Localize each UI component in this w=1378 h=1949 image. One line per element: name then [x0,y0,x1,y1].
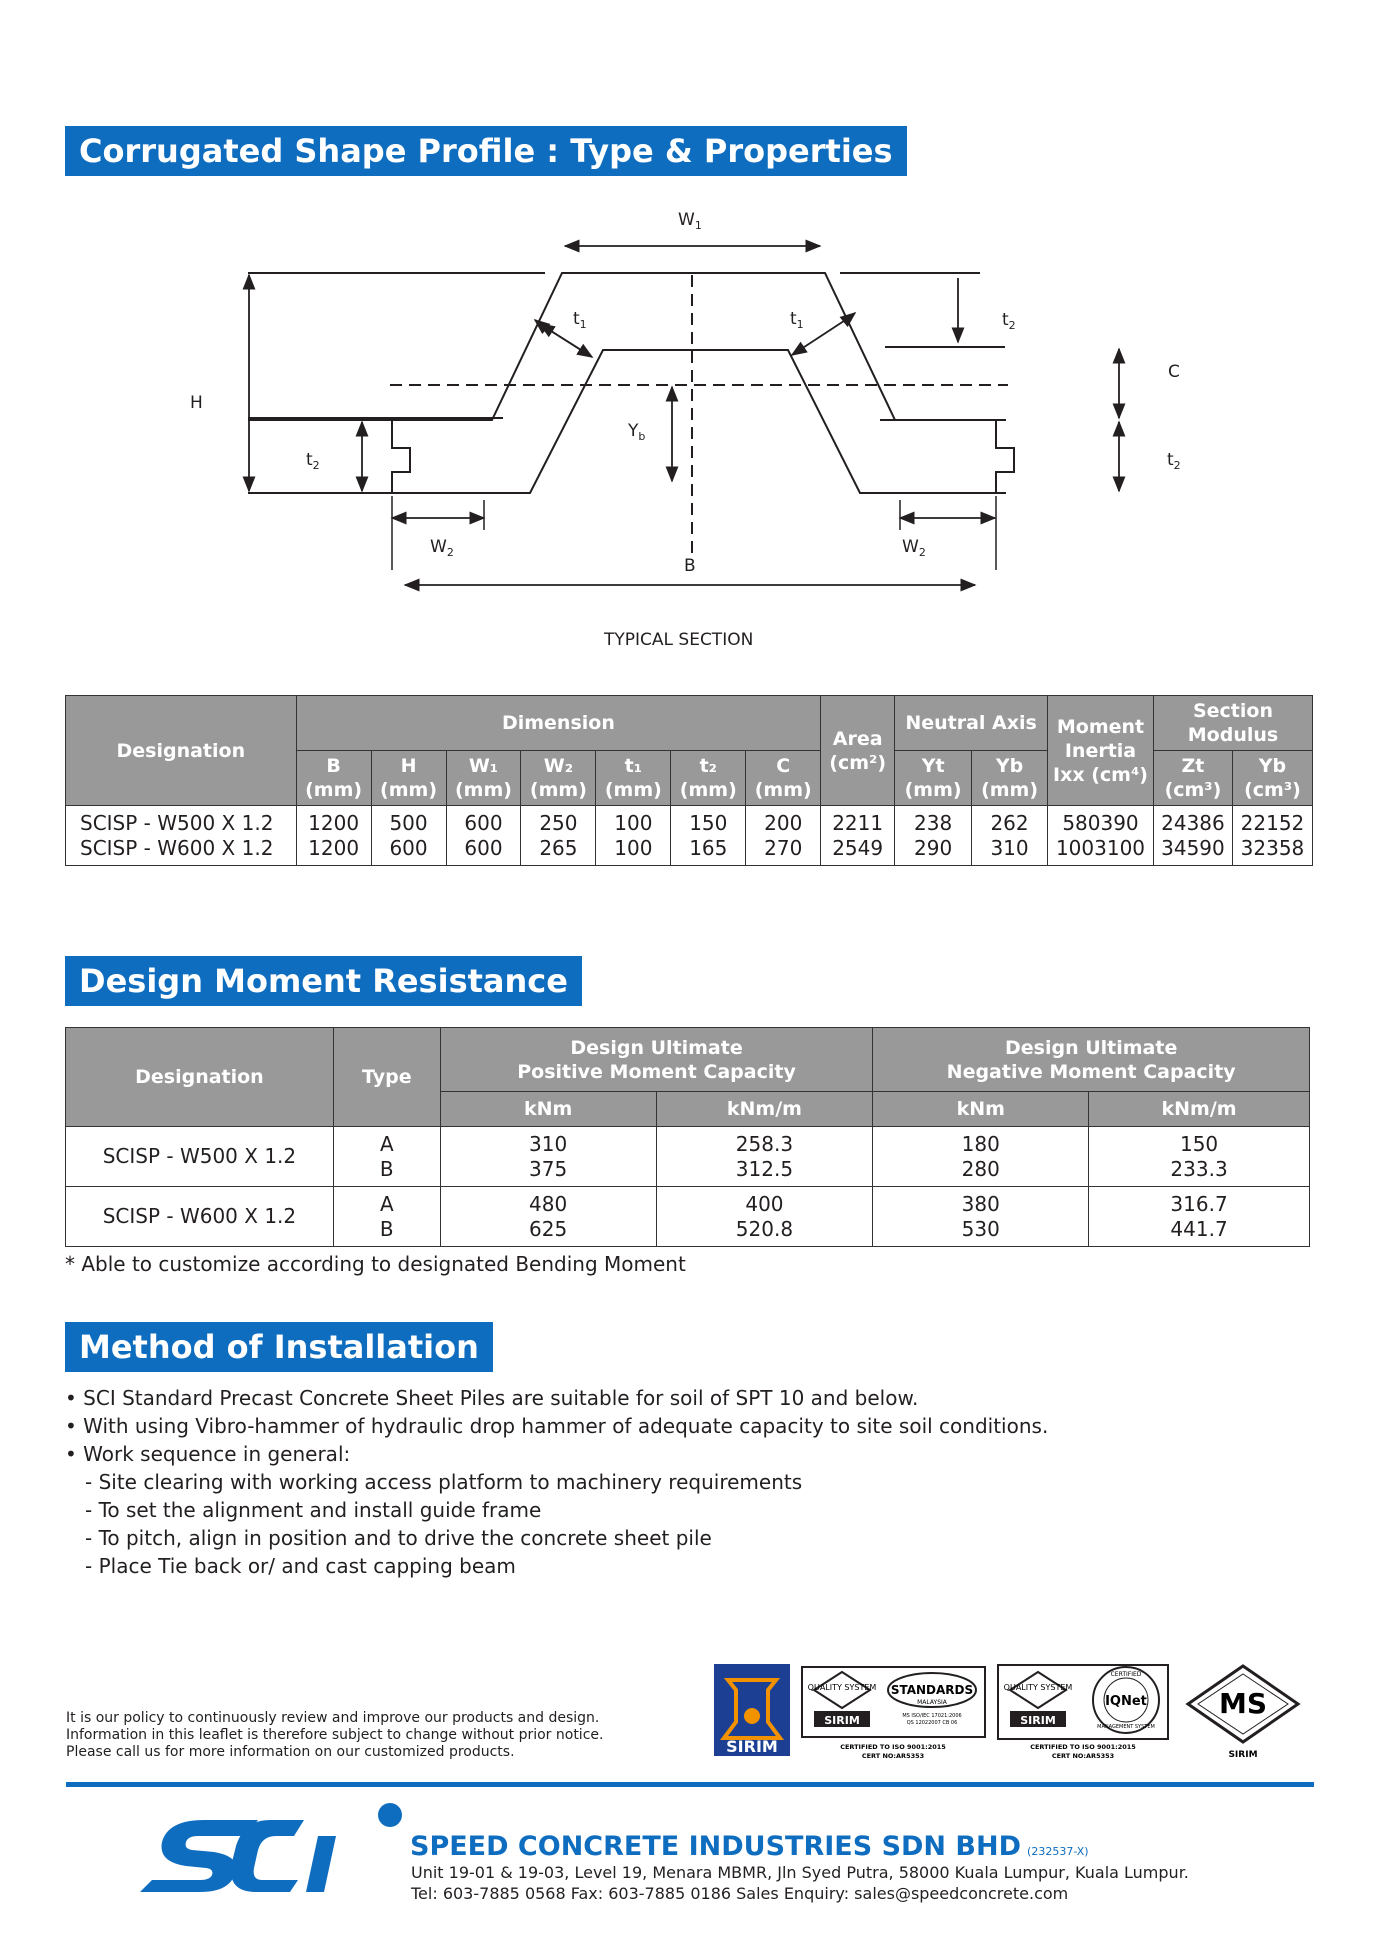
cell-zt: 24386 34590 [1153,806,1232,866]
certification-logos [710,1662,1310,1762]
svg-text:SIRIM: SIRIM [1020,1714,1056,1727]
diagram-caption: TYPICAL SECTION [604,630,754,650]
label-t1-left: $t_1$ [573,309,587,331]
svg-text:CERT NO:AR5353: CERT NO:AR5353 [861,1752,925,1760]
svg-text:SIRIM: SIRIM [726,1737,778,1756]
label-w2-left: $W_2$ [430,537,454,559]
standards-certificate-icon [802,1667,985,1760]
header-b: B (mm) [296,751,371,806]
cell-neg-knm: 180 280 [873,1127,1089,1187]
header-pos-knm-m: kNm/m [656,1092,873,1127]
label-t1-right: $t_1$ [790,309,804,331]
svg-text:CERTIFIED TO ISO 9001:2015: CERTIFIED TO ISO 9001:2015 [1030,1743,1136,1751]
properties-table [65,695,1313,866]
svg-text:MANAGEMENT SYSTEM: MANAGEMENT SYSTEM [1097,1724,1155,1730]
label-t2-right: $t_2$ [1167,450,1181,472]
svg-text:CERTIFIED: CERTIFIED [1110,1671,1142,1678]
header-yt: Yt (mm) [895,751,972,806]
cell-type: A B [333,1127,440,1187]
cell-b: 1200 1200 [296,806,371,866]
cell-w1: 600 600 [446,806,521,866]
header-w2: W₂ (mm) [521,751,596,806]
cell-t2: 150 165 [671,806,746,866]
header-designation: Designation [66,1028,334,1127]
table-row [66,806,1313,866]
header-yb-modulus: Yb (cm³) [1232,751,1312,806]
label-w2-right: $W_2$ [902,537,926,559]
header-neutral-axis: Neutral Axis [895,696,1048,751]
label-t2-top: $t_2$ [1002,310,1016,332]
cell-designation: SCISP - W500 X 1.2 [66,1127,334,1187]
svg-text:MALAYSIA: MALAYSIA [917,1699,947,1706]
svg-text:SIRIM: SIRIM [1228,1750,1258,1760]
table-row [66,1187,1310,1247]
svg-text:STANDARDS: STANDARDS [890,1683,974,1697]
footer-divider [66,1782,1314,1787]
cell-h: 500 600 [371,806,446,866]
list-item: - Site clearing with working access platform to machinery requirements [85,1470,803,1494]
svg-text:QUALITY SYSTEM: QUALITY SYSTEM [1003,1683,1073,1692]
company-name: SPEED CONCRETE INDUSTRIES SDN BHD (232537-X) [410,1831,1089,1862]
header-area: Area (cm²) [821,696,895,806]
label-c: C [1168,362,1180,382]
policy-text: It is our policy to continuously review and improve our products and design. Information in this leaflet is therefore subject to change without prior notice. Please call us for more information on our customized products. [66,1710,604,1760]
cell-yb-modulus: 22152 32358 [1232,806,1312,866]
sirim-logo-icon [714,1664,790,1756]
cell-t1: 100 100 [596,806,671,866]
svg-text:QS 12022007 CB 06: QS 12022007 CB 06 [906,1720,958,1726]
header-zt: Zt (cm³) [1153,751,1232,806]
typical-section-diagram [175,200,1225,660]
cell-w2: 250 265 [521,806,596,866]
header-c: C (mm) [746,751,821,806]
list-item: • SCI Standard Precast Concrete Sheet Piles are suitable for soil of SPT 10 and below. [65,1386,919,1410]
cell-c: 200 270 [746,806,821,866]
ms-mark-icon [1188,1666,1298,1760]
sci-logo-icon [130,1800,410,1900]
list-item: - To set the alignment and install guide frame [85,1498,542,1522]
header-h: H (mm) [371,751,446,806]
svg-text:MS: MS [1218,1687,1268,1720]
cell-designation: SCISP - W600 X 1.2 [66,1187,334,1247]
cell-neg-knm-m: 150 233.3 [1089,1127,1310,1187]
label-yb: $Y_b$ [628,421,646,443]
cell-pos-knm-m: 258.3 312.5 [656,1127,873,1187]
header-t2: t₂ (mm) [671,751,746,806]
list-item: • Work sequence in general: [65,1442,351,1466]
label-t2-left: $t_2$ [306,450,320,472]
header-moment-inertia: Moment Inertia Ixx (cm⁴) [1048,696,1154,806]
installation-list [65,1384,1048,1580]
svg-text:CERT NO:AR5353: CERT NO:AR5353 [1051,1752,1115,1760]
header-w1: W₁ (mm) [446,751,521,806]
header-section-modulus: Section Modulus [1153,696,1312,751]
cell-yt: 238 290 [895,806,972,866]
svg-text:SIRIM: SIRIM [824,1714,860,1727]
cell-yb: 262 310 [972,806,1048,866]
iqnet-certificate-icon [998,1665,1168,1760]
svg-text:CERTIFIED TO ISO 9001:2015: CERTIFIED TO ISO 9001:2015 [840,1743,946,1751]
svg-text:MS ISO/IEC 17021:2006: MS ISO/IEC 17021:2006 [902,1713,962,1719]
list-item: - To pitch, align in position and to drive the concrete sheet pile [85,1526,712,1550]
label-b: B [684,556,696,576]
header-pos-knm: kNm [440,1092,656,1127]
list-item: - Place Tie back or/ and cast capping beam [85,1554,516,1578]
header-t1: t₁ (mm) [596,751,671,806]
header-positive: Design Ultimate Positive Moment Capacity [440,1028,873,1092]
cell-ixx: 580390 1003100 [1048,806,1154,866]
section-title-moment: Design Moment Resistance [65,956,582,1006]
cell-neg-knm-m: 316.7 441.7 [1089,1187,1310,1247]
moment-table [65,1027,1310,1247]
section-title-installation: Method of Installation [65,1322,493,1372]
svg-text:QUALITY SYSTEM: QUALITY SYSTEM [807,1683,877,1692]
cell-pos-knm-m: 400 520.8 [656,1187,873,1247]
header-yb: Yb (mm) [972,751,1048,806]
label-h: H [190,393,203,413]
table-row [66,1127,1310,1187]
cell-pos-knm: 310 375 [440,1127,656,1187]
company-address: Unit 19-01 & 19-03, Level 19, Menara MBMR, Jln Syed Putra, 58000 Kuala Lumpur, Kuala Lumpur. Tel: 603-7885 0568 Fax: 603-7885 0186 Sales Enquiry: sales@speedconcrete.com [411,1863,1189,1903]
moment-note: * Able to customize according to designated Bending Moment [65,1252,686,1276]
cell-area: 2211 2549 [821,806,895,866]
label-w1: $W_1$ [678,210,702,232]
cell-neg-knm: 380 530 [873,1187,1089,1247]
section-title-profile: Corrugated Shape Profile : Type & Properties [65,126,907,176]
header-neg-knm: kNm [873,1092,1089,1127]
header-dimension: Dimension [296,696,821,751]
cell-pos-knm: 480 625 [440,1187,656,1247]
cell-designation: SCISP - W500 X 1.2 SCISP - W600 X 1.2 [66,806,297,866]
header-negative: Design Ultimate Negative Moment Capacity [873,1028,1310,1092]
header-type: Type [333,1028,440,1127]
header-designation: Designation [66,696,297,806]
header-neg-knm-m: kNm/m [1089,1092,1310,1127]
svg-text:IQNet: IQNet [1105,1694,1147,1709]
company-contact: Tel: 603-7885 0568 Fax: 603-7885 0186 Sales Enquiry: sales@speedconcrete.com [411,1884,1069,1903]
list-item: • With using Vibro-hammer of hydraulic drop hammer of adequate capacity to site soil conditions. [65,1414,1049,1438]
cell-type: A B [333,1187,440,1247]
